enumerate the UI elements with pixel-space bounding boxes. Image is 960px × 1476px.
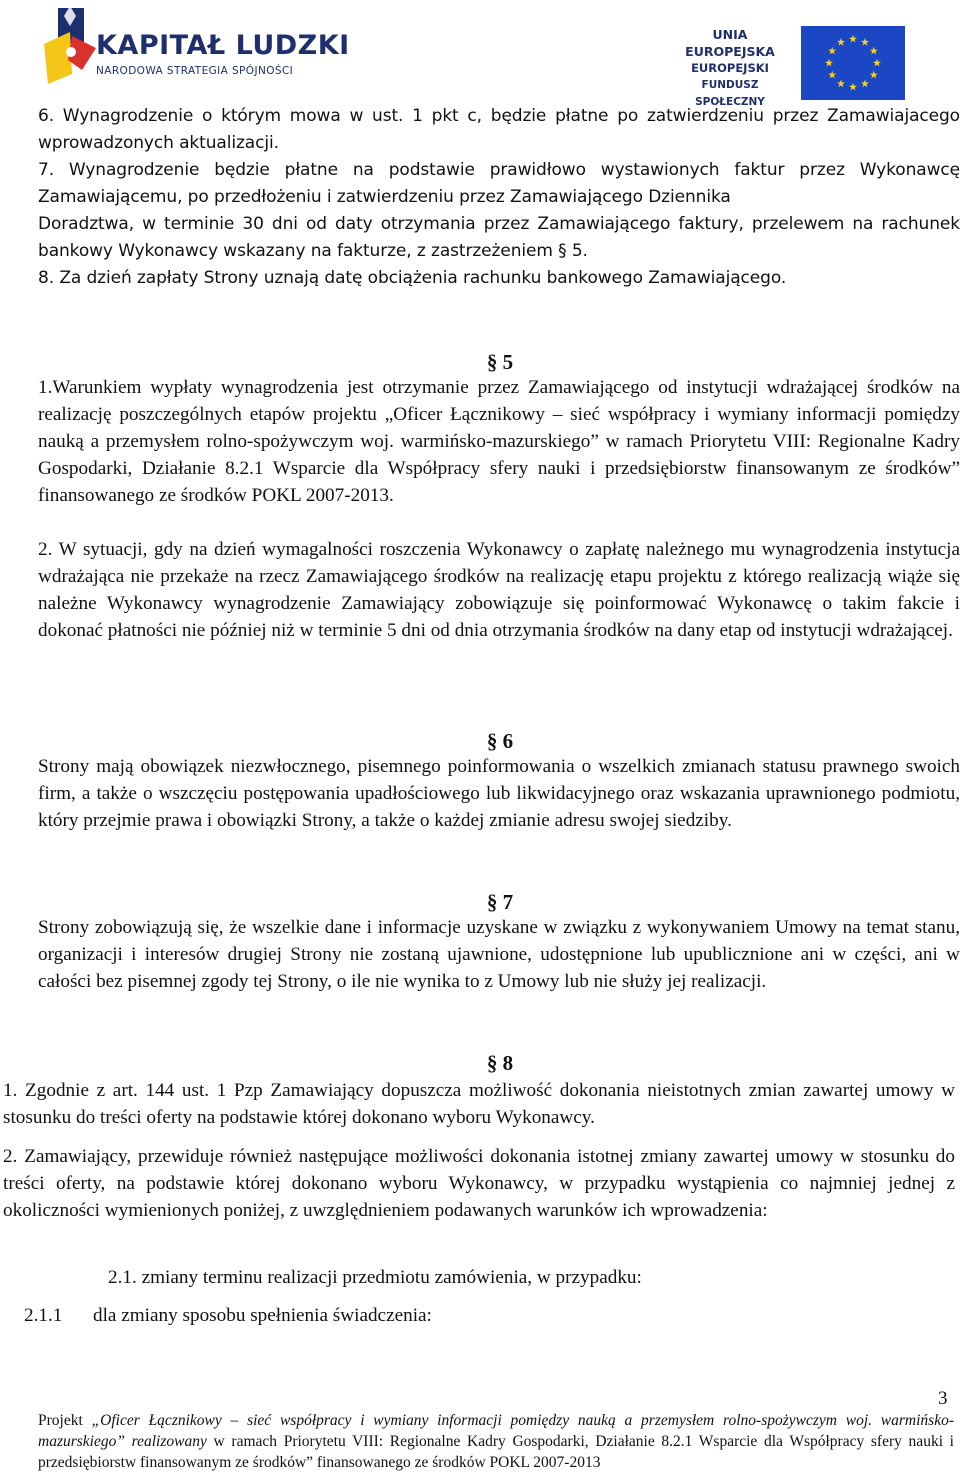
page-footer	[38, 1410, 954, 1473]
page-header	[0, 0, 960, 108]
eu-logo-text	[666, 26, 794, 111]
footer-suffix: w ramach Priorytetu VIII: Regionalne Kadry Gospodarki, Działanie 8.2.1 Wsparcie dla Współpracy sfery nauki i przedsiębiorstw finansowanym ze środków” finansowanego ze środków POKL 2007-2013	[38, 1433, 954, 1471]
paragraph-8: 8. Za dzień zapłaty Strony uznają datę obciążenia rachunku bankowego Zamawiającego.	[38, 268, 787, 288]
eu-logo-line3: FUNDUSZ SPOŁECZNY	[695, 79, 765, 108]
kapital-ludzki-logo	[38, 4, 368, 88]
section-8-point-2-1-1-text: dla zmiany sposobu spełnienia świadczenia:	[93, 1305, 432, 1326]
section-8-point-1: 1. Zgodnie z art. 144 ust. 1 Pzp Zamawiający dopuszcza możliwość dokonania nieistotnych zmian zawartej umowy w stosunku do treści oferty na podstawie której dokonano wyboru Wykonawcy.	[3, 1080, 955, 1128]
paragraph-7-rest: Doradztwa, w terminie 30 dni od daty otrzymania przez Zamawiającego faktury, przelewem na rachunek bankowy Wykonawcy wskazany na fakturze, z zastrzeżeniem § 5.	[38, 214, 960, 261]
paragraph-6: 6. Wynagrodzenie o którym mowa w ust. 1 pkt c, będzie płatne po zatwierdzeniu przez Zamawiajacego wprowadzonych aktualizacji.	[38, 106, 960, 153]
section-5-heading: § 5	[486, 350, 514, 374]
section-8-point-2: 2. Zamawiający, przewiduje również następujące możliwości dokonania istotnej zmiany zawartej umowy w stosunku do treści oferty, na podstawie której dokonano wyboru Wykonawcy, w przypadku wystąpienia co najmniej jednej z okoliczności wymienionych poniżej, z uwzględnieniem podawanych warunków ich wprowadzenia:	[3, 1146, 955, 1221]
section-7-heading: § 7	[486, 890, 514, 914]
footer-project-title: „Oficer Łącznikowy – sieć współpracy i wymiany informacji pomiędzy nauką a przemysłem rolno-spożywczym woj. warmińsko-mazurskiego” realizowany	[38, 1412, 954, 1450]
paragraph-7-start: 7. Wynagrodzenie będzie płatne na podstawie prawidłowo wystawionych faktur przez Wykonawcę Zamawiającemu, po przedłożeniu i zatwierdzeniu przez Zamawiającego Dziennika	[38, 160, 960, 207]
section-6-paragraph: Strony mają obowiązek niezwłocznego, pisemnego poinformowania o wszelkich zmianach statusu prawnego swoich firm, a także o wszczęciu postępowania upadłościowego lub likwidacyjnego oraz wskazania uprawnionego podmiotu, który przejmie prawa i obowiązki Strony, a także o każdej zmianie adresu swojej siedziby.	[38, 756, 960, 831]
eu-logo-line1: UNIA EUROPEJSKA	[685, 27, 775, 59]
section-6-heading: § 6	[486, 729, 514, 753]
eu-flag-icon	[801, 26, 905, 100]
section-8-point-2-1-1-number: 2.1.1	[24, 1305, 63, 1326]
kapital-ludzki-emblem-icon	[38, 4, 98, 88]
page-number: 3	[938, 1388, 948, 1409]
section-7-paragraph: Strony zobowiązują się, że wszelkie dane i informacje uzyskane w związku z wykonywaniem Umowy na temat stanu, organizacji i interesów drugiej Strony nie zostaną ujawnione, udostępnione lub upublicznione ani w części, ani w całości bez pisemnej zgody tej Strony, o ile nie wynika to z Umowy lub nie służy jej realizacji.	[38, 917, 960, 992]
section-8-point-2-1: 2.1. zmiany terminu realizacji przedmiotu zamówienia, w przypadku:	[108, 1267, 642, 1288]
section-5-point-1: 1.Warunkiem wypłaty wynagrodzenia jest otrzymanie przez Zamawiającego od instytucji wdrażającej środków na realizację poszczególnych etapów projektu „Oficer Łącznikowy – sieć współpracy i wymiany informacji pomiędzy nauką a przemysłem rolno-spożywczym woj. warmińsko-mazurskiego” w ramach Priorytetu VIII: Regionalne Kadry Gospodarki, Działanie 8.2.1 Wsparcie dla Współpracy sfery nauki i przedsiębiorstw finansowanym ze środków” finansowanego ze środków POKL 2007-2013.	[38, 377, 960, 506]
eu-logo-line2: EUROPEJSKI	[691, 61, 769, 75]
kapital-ludzki-title: KAPITAŁ LUDZKI	[96, 30, 350, 61]
eu-logo	[666, 18, 910, 108]
section-5-point-2: 2. W sytuacji, gdy na dzień wymagalności roszczenia Wykonawcy o zapłatę należnego mu wynagrodzenia instytucja wdrażająca nie przekaże na rzecz Zamawiającego środków na realizację etapu projektu z którego realizacją wiąże się należne Wykonawcy wynagrodzenie Zamawiający zobowiązuje się poinformować Wykonawcę o takim fakcie i dokonać płatności nie później niż w terminie 5 dni od dnia otrzymania środków na dany etap od instytucji wdrażającej.	[38, 539, 960, 641]
footer-prefix: Projekt	[38, 1412, 92, 1429]
kapital-ludzki-subtitle: NARODOWA STRATEGIA SPÓJNOŚCI	[96, 65, 294, 77]
section-8-heading: § 8	[486, 1051, 514, 1075]
